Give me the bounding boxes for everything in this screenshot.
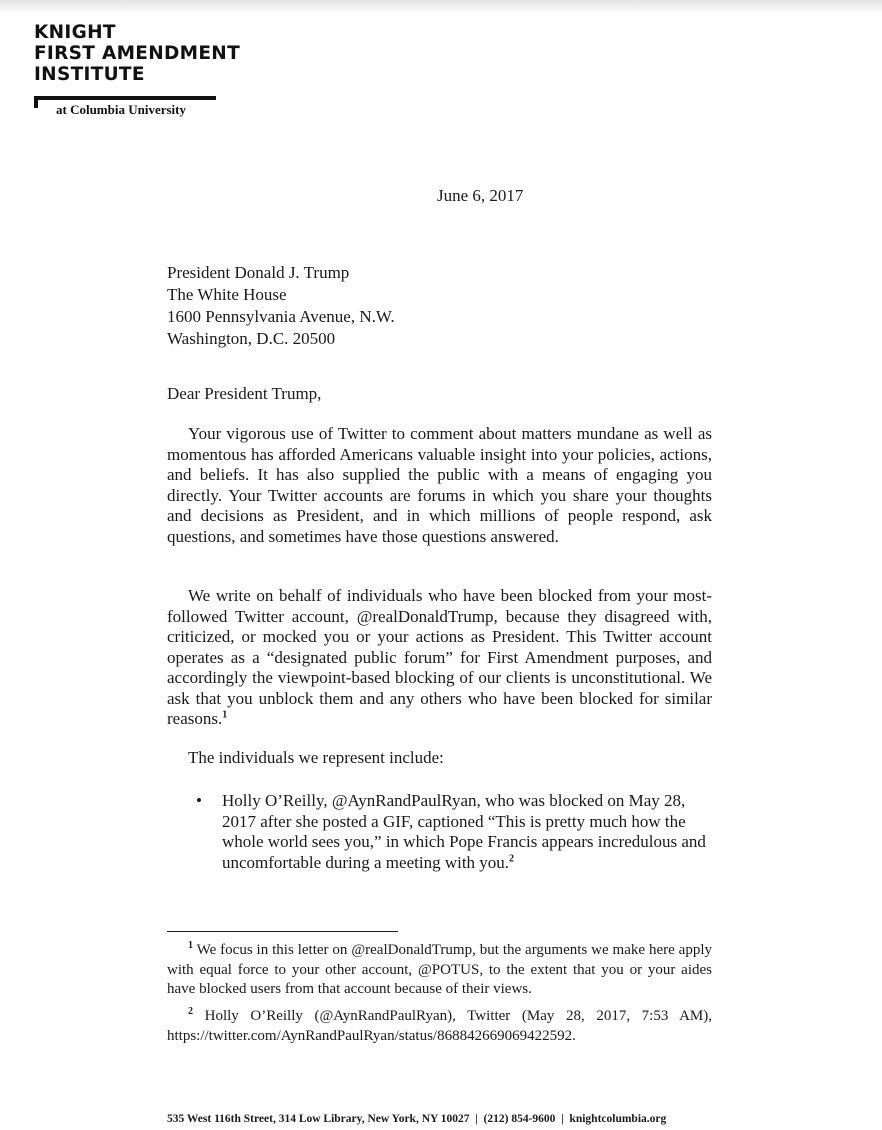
salutation: Dear President Trump, <box>167 384 322 403</box>
page-footer: 535 West 116th Street, 314 Low Library, New York, NY 10027 | (212) 854-9600 | knightcolumbia.org <box>167 1113 667 1125</box>
footnote-2-number: 2 <box>188 1006 193 1017</box>
footnote-divider <box>167 931 398 932</box>
bullet-icon: • <box>196 791 202 810</box>
body-paragraph-3: The individuals we represent include: <box>188 748 444 767</box>
bullet-item-1-text: Holly O’Reilly, @AynRandPaulRyan, who was blocked on May 28, 2017 after she posted a GIF, captioned “This is pretty much how the whole world sees you,” in which Pope Francis appears incredulous and uncomfortable during a meeting with you. <box>222 791 706 872</box>
bullet-item-1 <box>222 791 722 873</box>
recipient-name: President Donald J. Trump <box>167 263 350 282</box>
body-paragraph-1 <box>167 424 712 547</box>
footnote-1-number: 1 <box>188 940 193 951</box>
recipient-org: The White House <box>167 285 287 304</box>
logo-line-knight: KNIGHT <box>34 22 116 43</box>
body-paragraph-2-text: We write on behalf of individuals who have been blocked from your most-followed Twitter account, @realDonaldTrump, because they disagreed with, criticized, or mocked you or your actions as President. This Twitter account operates as a “designated public forum” for First Amendment purposes, and accordingly the viewpoint-based blocking of our clients is unconstitutional. We ask that you unblock them and any others who have been blocked for similar reasons. <box>167 586 712 728</box>
footnote-ref-2: 2 <box>509 852 515 864</box>
letter-date: June 6, 2017 <box>437 186 524 205</box>
body-paragraph-1-text: Your vigorous use of Twitter to comment about matters mundane as well as momentous has afforded Americans valuable insight into your policies, actions, and beliefs. It has also supplied the public with a means of engaging you directly. Your Twitter accounts are forums in which you share your thoughts and decisions as President, and in which millions of people respond, ask questions, and sometimes have those questions answered. <box>167 424 712 546</box>
logo-line-institute: INSTITUTE <box>34 64 145 85</box>
logo-underline-tick <box>34 96 38 108</box>
footnote-1-text: We focus in this letter on @realDonaldTrump, but the arguments we make here apply with equal force to your other account, @POTUS, to the extent that you or your aides have blocked users from that account because of their views. <box>167 942 712 997</box>
recipient-city: Washington, D.C. 20500 <box>167 329 336 348</box>
page-top-shade <box>0 0 882 14</box>
recipient-address <box>167 262 395 350</box>
letterhead-logo <box>34 22 240 85</box>
footnote-2-text: Holly O’Reilly (@AynRandPaulRyan), Twitter (May 28, 2017, 7:53 AM), https://twitter.com/AynRandPaulRyan/status/868842669069422592. <box>167 1008 713 1044</box>
logo-affiliation: at Columbia University <box>56 102 186 117</box>
footnote-2 <box>167 1007 712 1046</box>
body-paragraph-2 <box>167 586 712 730</box>
logo-line-first-amendment: FIRST AMENDMENT <box>34 43 241 64</box>
logo-underline-bar <box>34 96 216 100</box>
footnote-1 <box>167 941 712 1000</box>
recipient-street: 1600 Pennsylvania Avenue, N.W. <box>167 307 395 326</box>
footnote-ref-1: 1 <box>222 709 228 721</box>
